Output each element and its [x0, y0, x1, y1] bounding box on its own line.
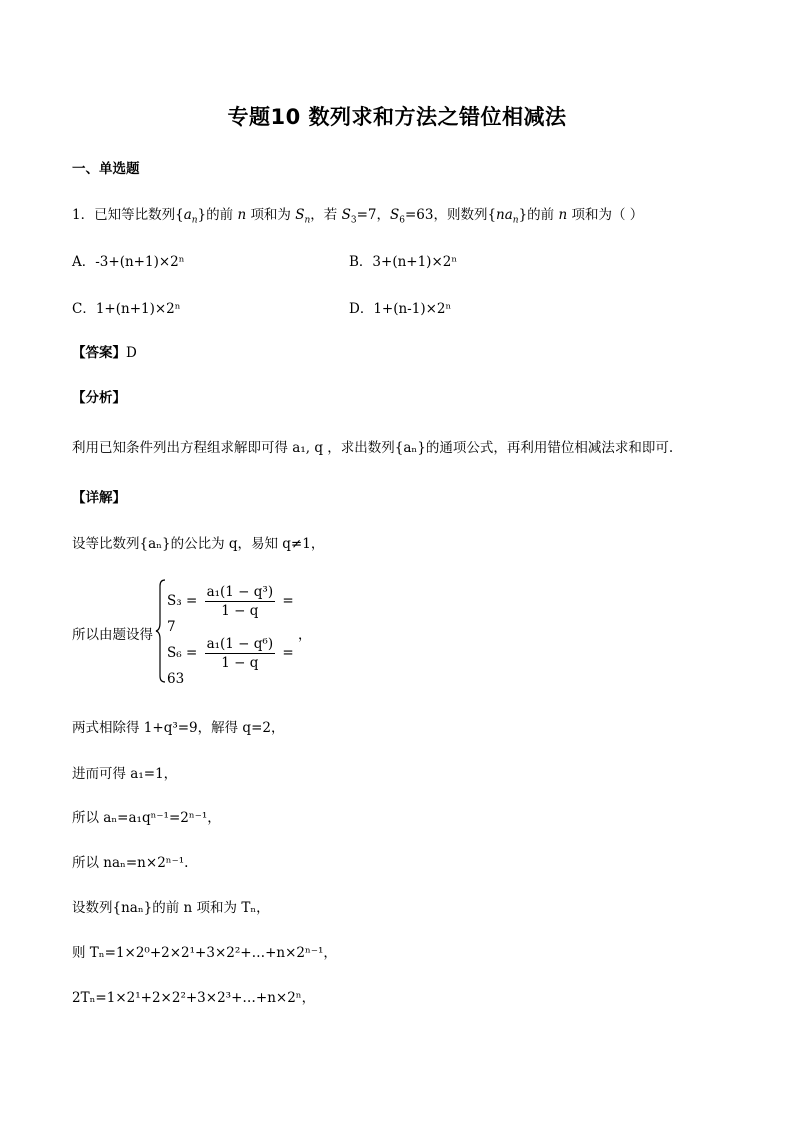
option-a: A．-3+(n+1)×2ⁿ: [72, 254, 185, 270]
detail-line-8: 则 Tₙ=1×2⁰+2×2¹+3×2²+…+n×2ⁿ⁻¹，: [72, 945, 337, 961]
detail-line-3: 两式相除得 1+q³=9，解得 q=2，: [72, 720, 285, 736]
equation-1: S₃ = $\frac{\text{a₁(1 − q³)}}{1 - q}$ = 7: [167, 584, 294, 635]
detail-line-4: 进而可得 a₁=1，: [72, 766, 178, 782]
question-number: 1．: [72, 207, 95, 223]
answer-value: D: [126, 345, 137, 361]
analysis-label: 【分析】: [72, 390, 126, 406]
equation-2: S₆ = $\frac{\text{a₁(1 − q⁶)}}{1 - q}$ = 63: [167, 636, 294, 687]
page-title: 专题10 数列求和方法之错位相减法: [227, 105, 567, 129]
detail-line-1: 设等比数列{aₙ}的公比为 q，易知 q≠1，: [72, 536, 325, 552]
detail-line-9: 2Tₙ=1×2¹+2×2²+3×2³+…+n×2ⁿ，: [72, 990, 316, 1006]
option-d: D．1+(n-1)×2ⁿ: [349, 301, 452, 317]
detail-line-2: 所以由题设得: [72, 627, 153, 643]
option-c: C．1+(n+1)×2ⁿ: [72, 301, 181, 317]
detail-line-7: 设数列{naₙ}的前 n 项和为 Tₙ，: [72, 900, 270, 916]
section-heading: 一、单选题: [72, 161, 140, 177]
equation-system: [155, 578, 305, 687]
detail-label: 【详解】: [72, 490, 126, 506]
detail-line-6: 所以 naₙ=n×2ⁿ⁻¹.: [72, 855, 189, 871]
option-b: B．3+(n+1)×2ⁿ: [349, 254, 458, 270]
left-brace-icon: [155, 578, 167, 684]
answer-label: 【答案】: [72, 345, 126, 361]
system-comma: ，: [298, 627, 312, 643]
detail-line-5: 所以 aₙ=a₁qⁿ⁻¹=2ⁿ⁻¹，: [72, 810, 221, 826]
analysis-text: 利用已知条件列出方程组求解即可得 a₁, q ，求出数列{aₙ}的通项公式，再利用错位相减法求和即可.: [72, 440, 674, 456]
question-1: 1．已知等比数列$\{a_n\}$的前 n 项和为 $S_n$，若 $S_3=7$，$S_6=63$，则数列$\{na_n\}$的前 n 项和为（ ）: [72, 207, 644, 226]
answer-line: [72, 341, 137, 361]
